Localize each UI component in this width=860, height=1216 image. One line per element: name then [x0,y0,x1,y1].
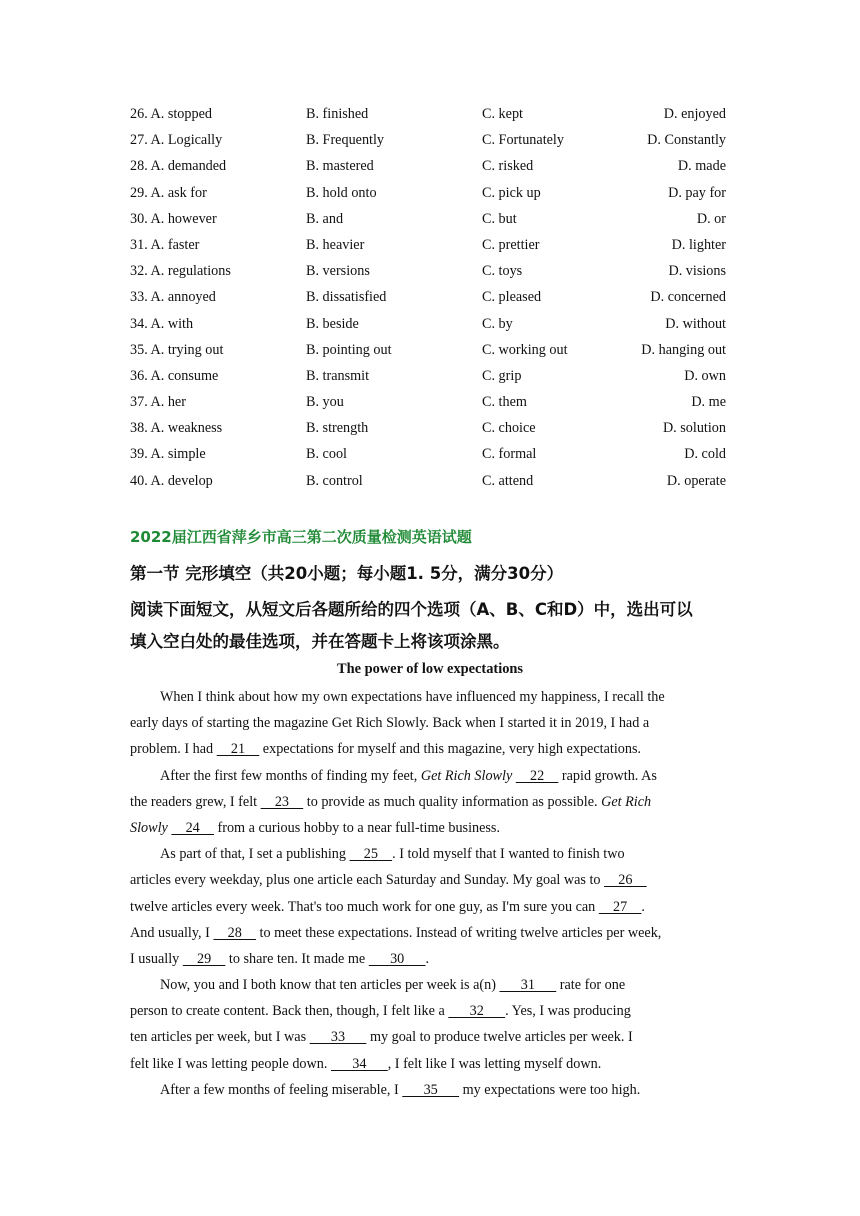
option-d: D. lighter [671,236,726,253]
magazine-name: Get Rich Slowly [420,767,513,784]
option-d: D. cold [684,446,726,463]
option-d: D. Constantly [647,132,726,149]
option-a: 28. A. demanded [130,158,227,175]
option-row [130,101,730,127]
option-d: D. visions [668,263,726,280]
option-a: 26. A. stopped [130,106,212,122]
magazine-name: Slowly [130,819,168,836]
option-d: D. or [696,210,726,227]
instructions [130,594,736,658]
answer-options-list [130,101,730,494]
option-c: C. prettier [482,236,540,253]
instruction-line: 阅读下面短文，从短文后各题所给的四个选项（A、B、C和D）中，选出可以 [130,600,693,619]
option-b: B. mastered [306,158,374,175]
option-row [130,311,730,337]
option-c: C. pick up [482,184,541,201]
option-b: B. versions [306,263,370,280]
option-d: D. made [677,158,726,175]
text-line: After the first few months of finding my feet, Get Rich Slowly 22 rapid growth. As [160,767,657,784]
option-c: C. grip [482,367,522,384]
option-row [130,441,730,467]
option-c: C. attend [482,472,534,489]
option-c: C. by [482,315,513,332]
option-row [130,206,730,232]
option-b: B. control [306,472,363,489]
blank-28: 28 [213,924,256,941]
option-row [130,337,730,363]
blank-24: 24 [171,819,214,836]
option-b: B. heavier [306,236,365,253]
option-a: 30. A. however [130,210,217,227]
option-row [130,153,730,179]
option-a: 31. A. faster [130,236,200,253]
option-a: 34. A. with [130,315,194,332]
option-row [130,415,730,441]
text-line: felt like I was letting people down. 34 , I felt like I was letting myself down. [130,1055,602,1072]
option-a: 37. A. her [130,394,186,411]
option-d: D. pay for [668,184,726,201]
option-c: C. but [482,210,517,227]
option-d: D. concerned [650,289,726,306]
magazine-name: Get Rich [601,793,652,810]
blank-21: 21 [216,741,260,758]
text-line: the readers grew, I felt 23 to provide as much quality information as possible. Get Rich [130,793,652,810]
option-d: D. solution [662,420,726,437]
option-b: B. cool [306,446,347,463]
option-row [130,284,730,310]
blank-33: 33 [309,1029,367,1046]
option-a: 33. A. annoyed [130,289,216,306]
blank-23: 23 [260,793,304,810]
text-line: early days of starting the magazine Get Rich Slowly. Back when I started it in 2019, I had a [130,715,650,732]
option-b: B. transmit [306,367,370,384]
option-c: C. choice [482,420,536,437]
option-row [130,468,730,494]
option-b: B. pointing out [306,341,392,358]
option-c: C. working out [482,341,568,358]
text-line: And usually, I 28 to meet these expectations. Instead of writing twelve articles per week, [130,924,662,941]
blank-22: 22 [515,767,559,784]
blank-34: 34 [330,1055,388,1072]
option-d: D. without [665,315,726,332]
option-c: C. kept [482,106,523,122]
blank-27: 27 [598,898,642,915]
option-row [130,389,730,415]
option-d: D. enjoyed [663,106,726,122]
blank-29: 29 [182,950,226,967]
option-c: C. Fortunately [482,132,564,149]
exam-title: 2022届江西省萍乡市高三第二次质量检测英语试题 [130,528,472,546]
option-row [130,180,730,206]
text-line: Now, you and I both know that ten articles per week is a(n) 31 rate for one [160,977,626,994]
blank-32: 32 [448,1003,506,1020]
option-b: B. finished [306,106,369,122]
option-b: B. hold onto [306,184,377,201]
option-a: 36. A. consume [130,367,219,384]
text-line: As part of that, I set a publishing 25 . I told myself that I wanted to finish two [160,846,625,863]
option-a: 32. A. regulations [130,263,231,280]
passage-body [130,684,734,1103]
option-b: B. Frequently [306,132,385,149]
text-line: When I think about how my own expectations have influenced my happiness, I recall the [160,689,665,705]
text-line: ten articles per week, but I was 33 my goal to produce twelve articles per week. I [130,1029,633,1046]
option-b: B. beside [306,315,359,332]
option-c: C. them [482,394,527,411]
option-b: B. you [306,394,344,411]
option-c: C. formal [482,446,537,463]
option-c: C. pleased [482,289,542,306]
option-d: D. hanging out [641,341,726,358]
blank-30: 30 [368,950,426,967]
option-a: 38. A. weakness [130,420,223,437]
option-b: B. strength [306,420,369,437]
passage-title: The power of low expectations [337,661,523,677]
blank-35: 35 [402,1081,460,1098]
option-d: D. own [684,367,726,384]
text-line: twelve articles every week. That's too much work for one guy, as I'm sure you can 27 . [130,898,645,915]
blank-26: 26 [604,872,647,889]
option-a: 40. A. develop [130,472,213,489]
option-d: D. operate [666,472,726,489]
text-line: person to create content. Back then, though, I felt like a 32 . Yes, I was producing [130,1003,631,1020]
option-row [130,232,730,258]
option-a: 35. A. trying out [130,341,224,358]
text-line: After a few months of feeling miserable, I 35 my expectations were too high. [160,1081,641,1098]
text-line: I usually 29 to share ten. It made me 30 . [130,950,430,967]
blank-25: 25 [349,846,393,863]
option-c: C. risked [482,158,534,175]
option-b: B. and [306,210,344,227]
option-b: B. dissatisfied [306,289,387,306]
option-c: C. toys [482,263,523,280]
option-row [130,363,730,389]
instruction-line: 填入空白处的最佳选项，并在答题卡上将该项涂黑。 [130,632,510,651]
option-row [130,258,730,284]
section-heading: 第一节 完形填空（共20小题；每小题1. 5分，满分30分） [130,564,564,583]
option-a: 27. A. Logically [130,132,223,149]
option-a: 39. A. simple [130,446,206,463]
option-row [130,127,730,153]
text-line: problem. I had 21 expectations for myself and this magazine, very high expectations. [130,741,642,758]
blank-31: 31 [499,977,557,994]
option-d: D. me [691,394,726,411]
text-line: Slowly 24 from a curious hobby to a near full-time business. [130,819,501,836]
text-line: articles every weekday, plus one article each Saturday and Sunday. My goal was to 26 [130,872,647,889]
option-a: 29. A. ask for [130,184,207,201]
